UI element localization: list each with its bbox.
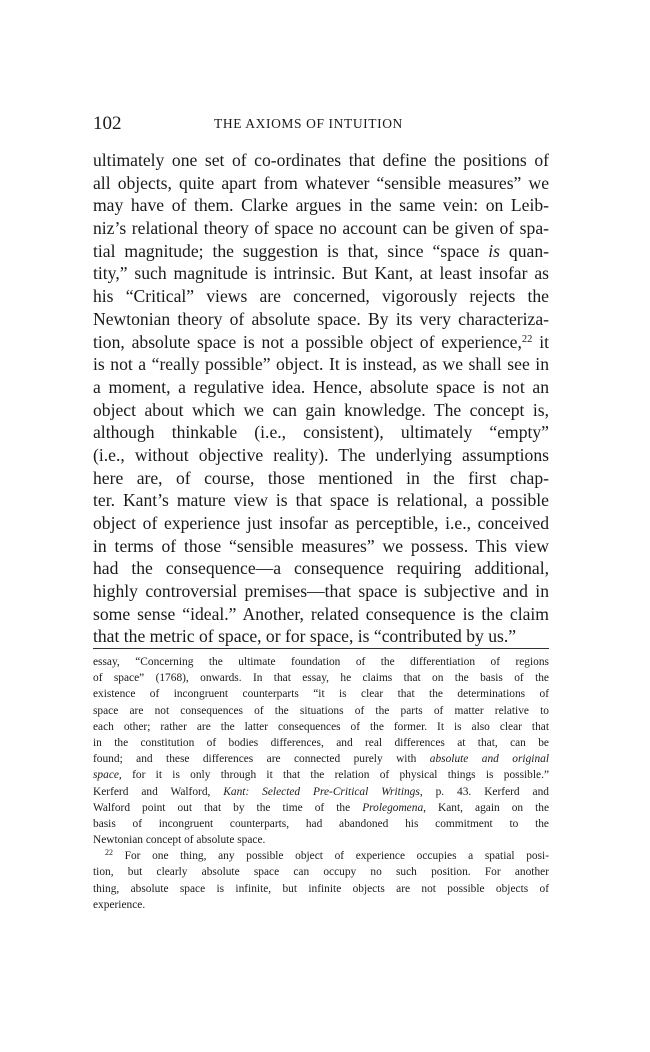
body-line: a moment, a regulative idea. Hence, absolute space is not an [93, 376, 549, 397]
body-line: tity,” such magnitude is intrinsic. But Kant, at least insofar as [93, 263, 549, 284]
footnote-separator [93, 648, 549, 649]
body-line: all objects, quite apart from whatever “sensible measures” we [93, 172, 549, 193]
body-line: tion, absolute space is not a possible object of experience,$^{22}$ it [93, 331, 549, 352]
page-number: 102 [93, 113, 122, 134]
footnote-line: tion, but clearly absolute space can occupy no such position. For another [93, 866, 549, 879]
footnote-line: Kerferd and Walford, Kant: Selected Pre-Critical Writings, p. 43. Kerferd and [93, 785, 549, 798]
page-header [93, 113, 549, 137]
body-line: ultimately one set of co-ordinates that define the positions of [93, 150, 549, 170]
footnote-line: found; and these differences are connected purely with absolute and original [93, 753, 549, 766]
footnote-line: space, for it is only through it that the relation of physical things is possible.” [93, 769, 549, 782]
body-line: tial magnitude; the suggestion is that, since “space is quan- [93, 240, 549, 261]
footnote-line: $^{22}$ For one thing, any possible object of experience occupies a spatial posi- [105, 848, 549, 863]
body-text [93, 149, 549, 648]
running-head: THE AXIOMS OF INTUITION [214, 116, 403, 131]
footnote-line: existence of incongruent counterparts “it is clear that the determinations of [93, 688, 549, 701]
body-line: highly controversial premises—that space is subjective and in [93, 581, 549, 602]
body-line: object about which we can gain knowledge. The concept is, [93, 399, 549, 420]
body-line: object of experience just insofar as perceptible, i.e., conceived [93, 513, 549, 533]
body-line: here are, of course, those mentioned in the first chap- [93, 467, 549, 488]
body-line: some sense “ideal.” Another, related consequence is the claim [93, 603, 549, 624]
body-line: (i.e., without objective reality). The underlying assumptions [93, 444, 549, 465]
body-line: ter. Kant’s mature view is that space is relational, a possible [93, 490, 549, 511]
body-line: may have of them. Clarke argues in the same vein: on Leib- [93, 195, 549, 216]
footnote-line: each other; rather are the latter consequences of the former. It is also clear that [93, 720, 549, 733]
body-line: niz’s relational theory of space no account can be given of spa- [93, 218, 549, 239]
footnote-line: in the constitution of bodies differences, and real differences at that, can be [93, 736, 549, 749]
footnote-line: basis of incongruent counterparts, had abandoned his commitment to the [93, 817, 549, 830]
body-line: Newtonian theory of absolute space. By its very characteriza- [93, 308, 549, 329]
body-line: in terms of those “sensible measures” we possess. This view [93, 535, 549, 556]
body-line: is not a “really possible” object. It is instead, as we shall see in [93, 354, 549, 375]
footnote-line: space are not consequences of the situations of the parts of matter relative to [93, 704, 549, 717]
footnotes [93, 654, 549, 913]
body-line: although thinkable (i.e., consistent), ultimately “empty” [93, 422, 549, 443]
body-line: that the metric of space, or for space, is “contributed by us.” [93, 626, 517, 647]
footnote-line: of space” (1768), onwards. In that essay, he claims that on the basis of the [93, 672, 549, 685]
footnote-line: experience. [93, 898, 146, 911]
footnote-line: essay, “Concerning the ultimate foundation of the differentiation of regions [93, 656, 549, 668]
footnote-line: Newtonian concept of absolute space. [93, 834, 266, 847]
footnote-line: Walford point out that by the time of the Prolegomena, Kant, again on the [93, 801, 550, 814]
body-line: his “Critical” views are concerned, vigorously rejects the [93, 286, 549, 307]
footnote-line: thing, absolute space is infinite, but infinite objects are not possible objects of [93, 882, 549, 895]
body-line: had the consequence—a consequence requiring additional, [93, 558, 549, 579]
